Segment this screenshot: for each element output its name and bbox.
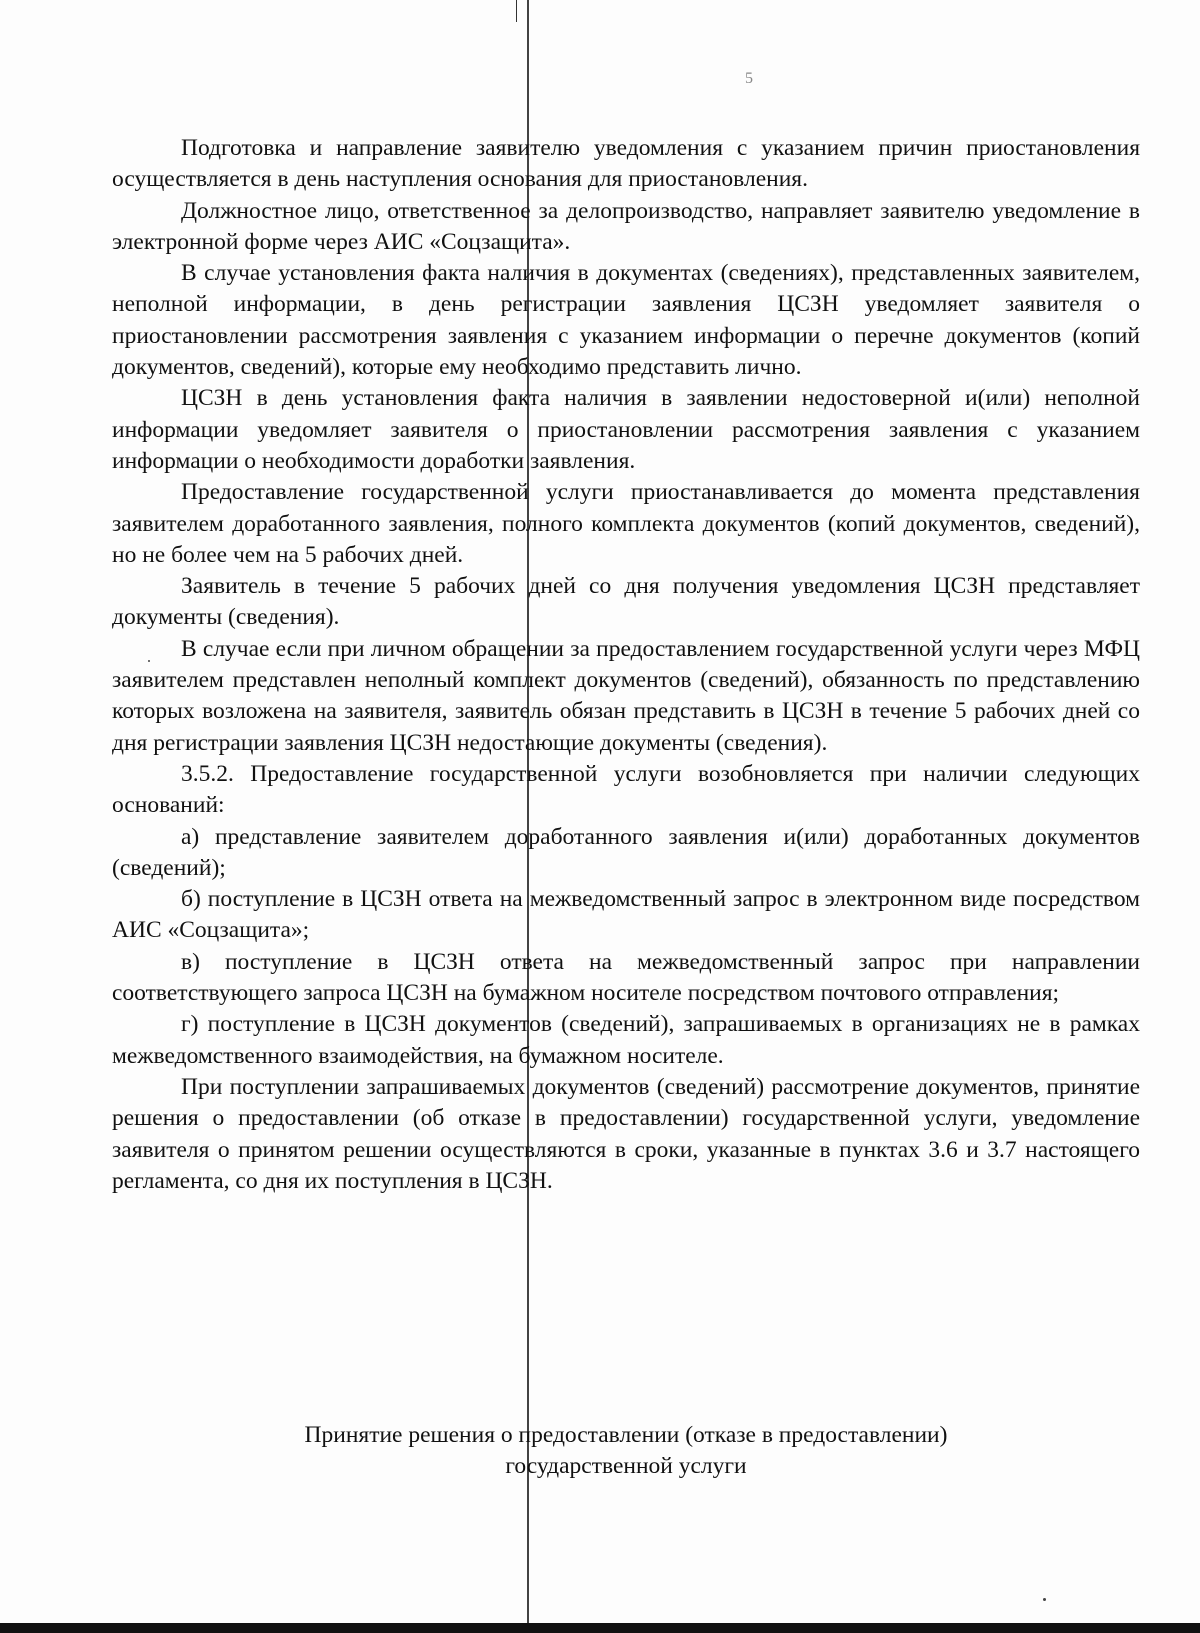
paragraph: б) поступление в ЦСЗН ответа на межведомственный запрос в электронном виде посредством АИС «Соцзащита»; — [112, 886, 1140, 944]
paragraph: Подготовка и направление заявителю уведомления с указанием причин приостановления осуществляется в день наступления основания для приостановления. — [112, 135, 1140, 193]
scan-speck — [1043, 1598, 1046, 1601]
paragraph: Заявитель в течение 5 рабочих дней со дня получения уведомления ЦСЗН представляет документы (сведения). — [112, 573, 1140, 631]
scan-bottom-edge — [0, 1623, 1200, 1633]
paragraph: в) поступление в ЦСЗН ответа на межведомственный запрос при направлении соответствующего запроса ЦСЗН на бумажном носителе посредством почтового отправления; — [112, 948, 1140, 1007]
scan-mark — [516, 0, 517, 22]
paragraph: При поступлении запрашиваемых документов (сведений) рассмотрение документов, принятие решения о предоставлении (об отказе в предоставлении) государственной услуги, уведомление заявителя о принятом решении осуществляются в сроки, указанные в пунктах 3.6 и 3.7 настоящего регламента, со дня их поступления в ЦСЗН. — [112, 1073, 1140, 1194]
scan-speck — [148, 660, 150, 662]
section-heading — [112, 1420, 1140, 1483]
paragraph: 3.5.2. Предоставление государственной услуги возобновляется при наличии следующих оснований: — [112, 760, 1140, 819]
page-number: 5 — [745, 70, 753, 87]
paragraph: Должностное лицо, ответственное за делопроизводство, направляет заявителю уведомление в электронной форме через АИС «Соцзащита». — [112, 197, 1140, 255]
paragraph: Предоставление государственной услуги приостанавливается до момента представления заявителем доработанного заявления, полного комплекта документов (копий документов, сведений), но не более чем на 5 рабочих дней. — [112, 479, 1140, 568]
paragraph: ЦСЗН в день установления факта наличия в заявлении недостоверной и(или) неполной информации уведомляет заявителя о приостановлении рассмотрения заявления с указанием информации о необходимости доработки заявления. — [112, 385, 1140, 474]
paragraph: г) поступление в ЦСЗН документов (сведений), запрашиваемых в организациях не в рамках межведомственного взаимодействия, на бумажном носителе. — [112, 1011, 1140, 1069]
paragraph: В случае если при личном обращении за предоставлением государственной услуги через МФЦ заявителем представлен неполный комплект документов (сведений), обязанность по представлению которых возложена на заявителя, заявитель обязан представить в ЦСЗН в течение 5 рабочих дней со дня регистрации заявления ЦСЗН недостающие документы (сведения). — [112, 635, 1140, 756]
section-heading-line2: государственной услуги — [505, 1453, 747, 1480]
document-body — [112, 133, 1140, 1197]
paragraph: В случае установления факта наличия в документах (сведениях), представленных заявителем, неполной информации, в день регистрации заявления ЦСЗН уведомляет заявителя о приостановлении рассмотрения заявления с указанием информации о перечне документов (копий документов, сведений), которые ему необходимо представить лично. — [112, 260, 1140, 381]
paragraph: а) представление заявителем доработанного заявления и(или) доработанных документов (сведений); — [112, 823, 1140, 881]
section-heading-line1: Принятие решения о предоставлении (отказе в предоставлении) — [304, 1422, 948, 1448]
